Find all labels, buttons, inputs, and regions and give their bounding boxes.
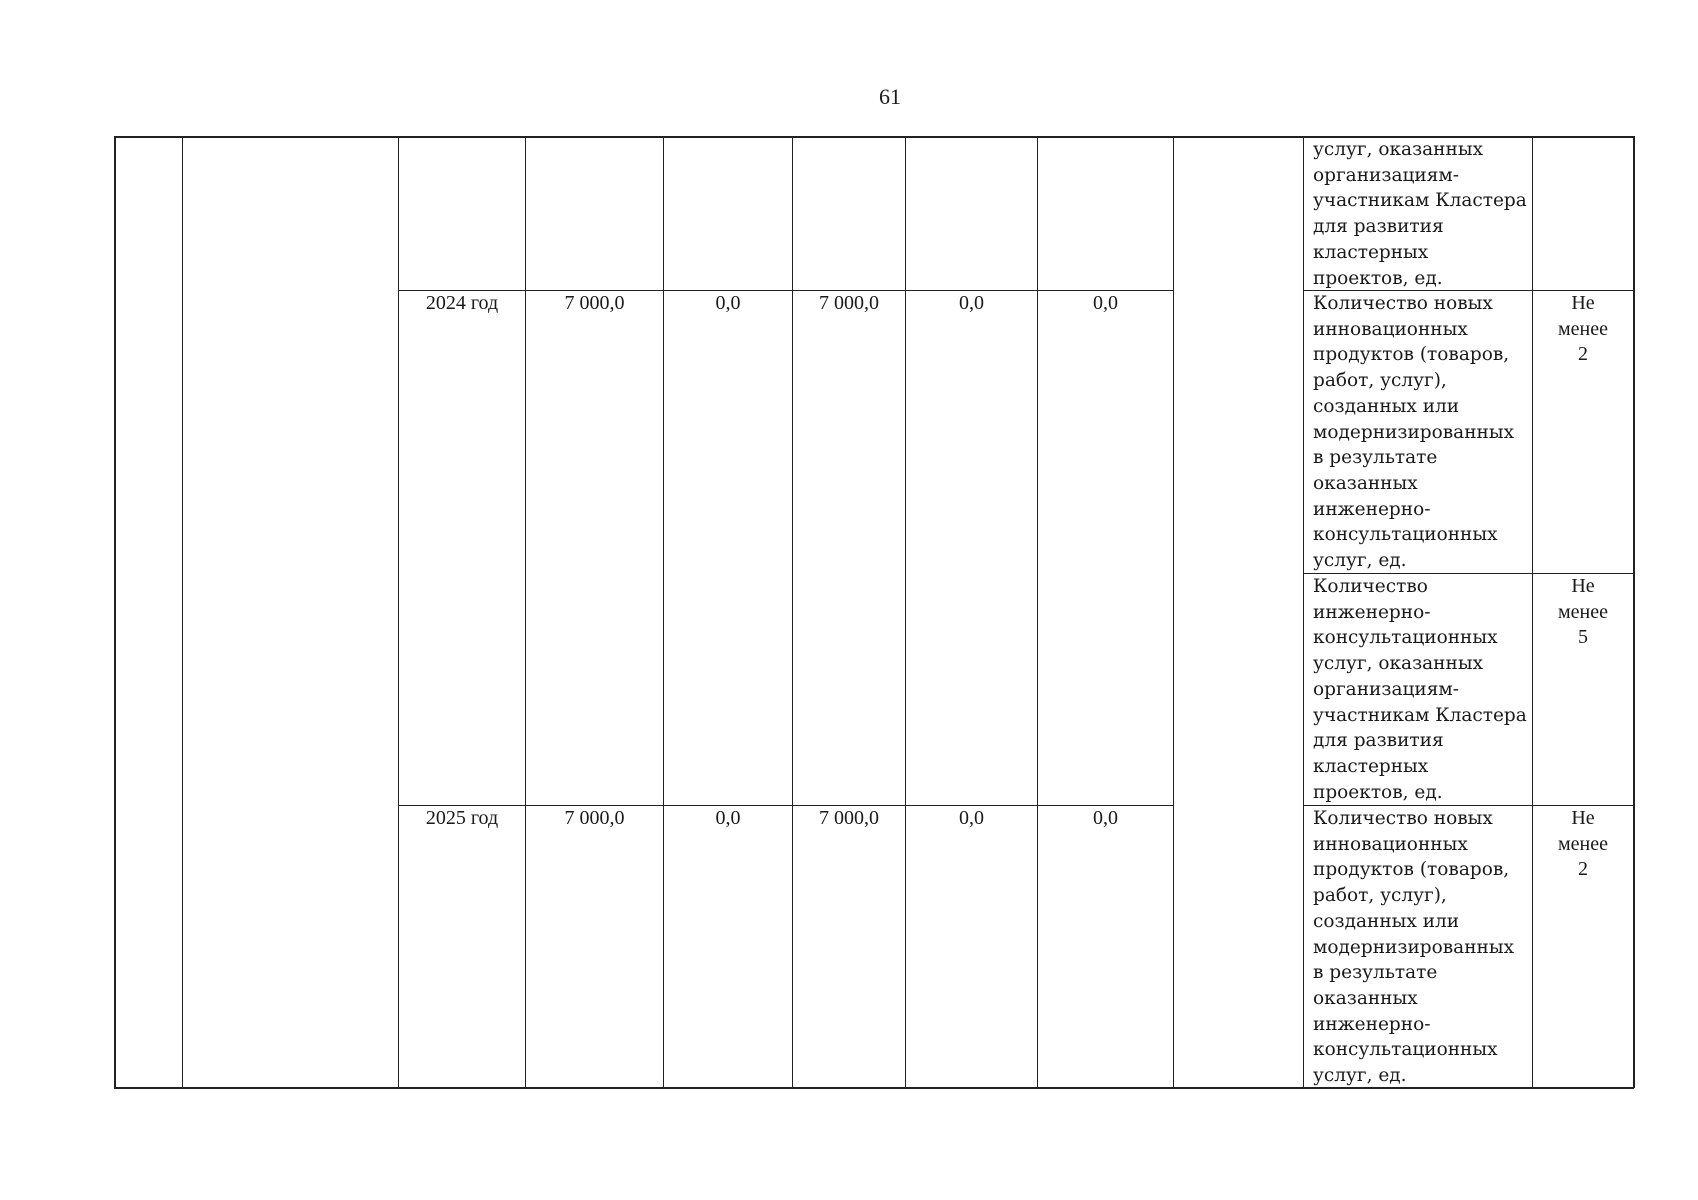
col3-2025: 7 000,0 — [819, 807, 879, 829]
indicator-2024-new-products-value: Не менее 2 — [1558, 292, 1608, 366]
col-line-9 — [1303, 136, 1304, 1088]
indicator-2025-new-products: Количество новых инновационных продуктов (товаров, работ, услуг), созданных или модернизированных в результате оказанных инженерно- консультационных услуг, ед. — [1313, 808, 1515, 1087]
indicator-2024-services-value: Не менее 5 — [1558, 575, 1608, 649]
col2-2024: 0,0 — [715, 292, 741, 314]
indicator-2024-services: Количество инженерно- консультационных услуг, оказанных организациям- участникам Кластера для развития кластерных проектов, ед. — [1313, 576, 1527, 803]
year-2024: 2024 год — [425, 292, 499, 314]
table-border-right — [1633, 136, 1635, 1088]
col-line-6 — [905, 136, 906, 1088]
col-line-1 — [182, 136, 183, 1088]
indicator-2024-new-products: Количество новых инновационных продуктов (товаров, работ, услуг), созданных или модернизированных в результате оказанных инженерно- консультационных услуг, ед. — [1313, 293, 1515, 572]
page-number: 61 — [879, 84, 901, 109]
col4-2024: 0,0 — [959, 292, 984, 314]
col5-2024: 0,0 — [1093, 292, 1118, 314]
continued-indicator-text: услуг, оказанных организациям- участникам Кластера для развития кластерных проектов, ед. — [1313, 139, 1527, 289]
total-2024: 7 000,0 — [564, 292, 625, 314]
indicator-2025-new-products-value: Не менее 2 — [1558, 807, 1608, 881]
col-line-3 — [525, 136, 526, 1088]
col-line-0 — [114, 136, 116, 1088]
col4-2025: 0,0 — [959, 807, 984, 829]
col-line-7 — [1037, 136, 1038, 1088]
total-2025: 7 000,0 — [564, 807, 625, 829]
col-line-4 — [663, 136, 664, 1088]
col-line-8 — [1173, 136, 1174, 1088]
col2-2025: 0,0 — [715, 807, 741, 829]
col-line-2 — [398, 136, 399, 1088]
col-line-5 — [792, 136, 793, 1088]
col3-2024: 7 000,0 — [819, 292, 879, 314]
year-2025: 2025 год — [425, 807, 499, 829]
col5-2025: 0,0 — [1093, 807, 1118, 829]
